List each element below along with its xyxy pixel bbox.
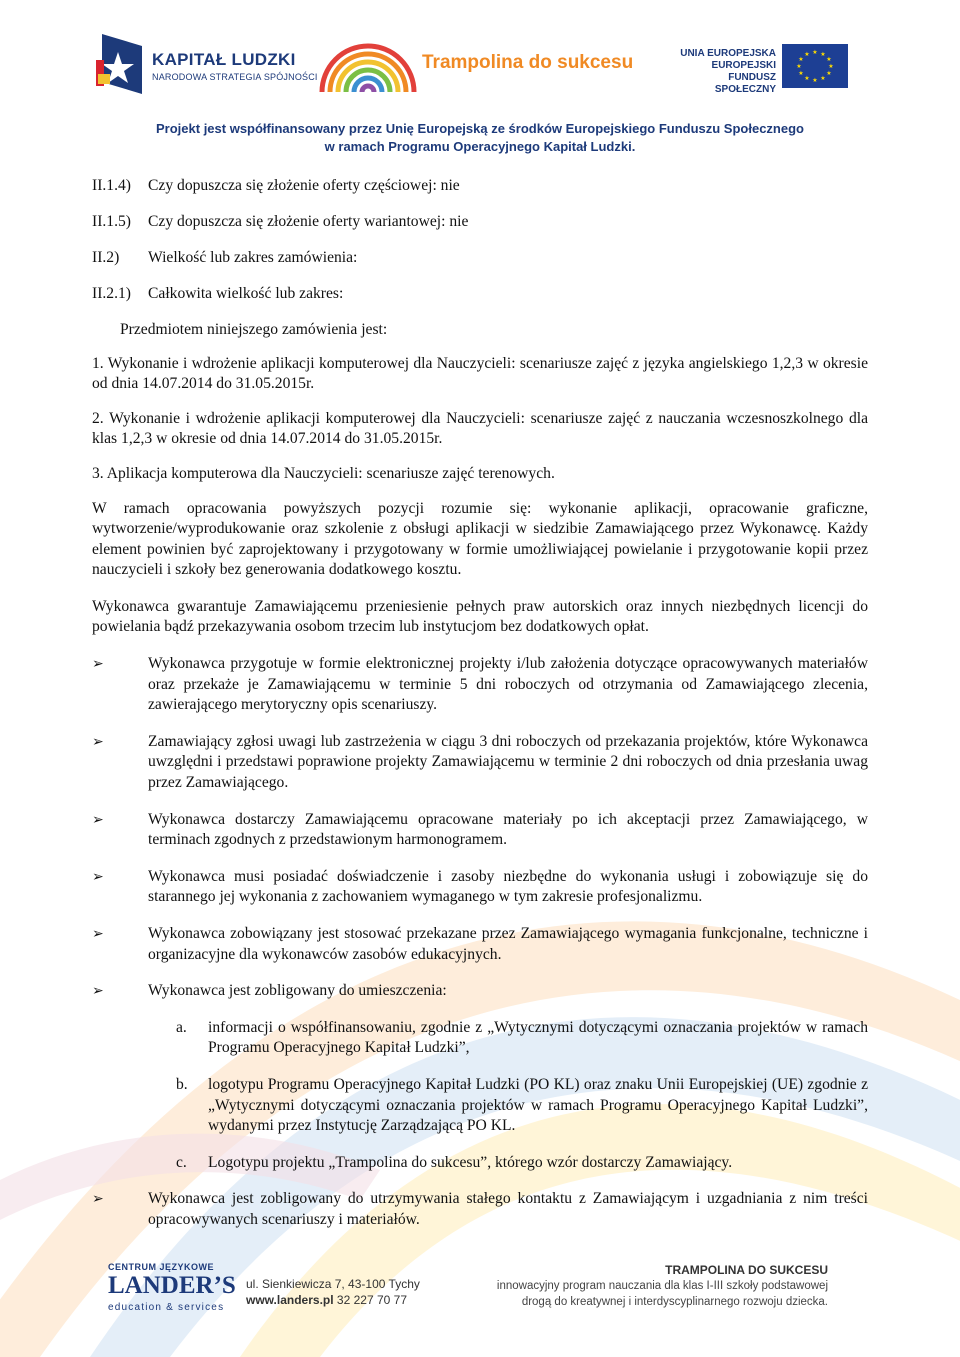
section-title: Czy dopuszcza się złożenie oferty częściowej: nie (148, 177, 460, 194)
sub-item-text: Logotypu projektu „Trampolina do sukcesu”, którego wzór dostarczy Zamawiający. (208, 1153, 733, 1171)
bullet-item (92, 810, 868, 851)
landers-tagline: CENTRUM JĘZYKOWE (108, 1262, 215, 1272)
arrow-bullet-icon: ➢ (92, 733, 104, 750)
footer-phone: 32 227 70 77 (336, 1293, 407, 1307)
paragraph: Wykonawca gwarantuje Zamawiającemu przeniesienie pełnych praw autorskich oraz innych niezbędnych licencji do powielania bądź przekazywania osobom trzecim lub instytucjom bez dodatkowych opłat. (92, 597, 868, 636)
bullet-text: Wykonawca przygotuje w formie elektronicznej projekty i/lub założenia dotyczące opracowywanych materiałów oraz przekaże je Zamawiającemu w terminie 5 dni roboczych od otrzymania od Zamawiającego zlecenia, zawierającego merytoryczny opis scenariuszy. (148, 655, 868, 714)
arrow-bullet-icon: ➢ (92, 811, 104, 828)
footer-project-info (468, 1262, 828, 1310)
kapital-ludzki-star-icon (96, 34, 146, 98)
arrow-bullet-icon: ➢ (92, 868, 104, 885)
sub-item-letter: a. (176, 1018, 187, 1036)
bullet-item (92, 1189, 868, 1230)
bullet-text: Zamawiający zgłosi uwagi lub zastrzeżenia w ciągu 3 dni roboczych od przekazania projektów, które Wykonawca uwzględni i przedstawi poprawione projekty Zamawiającemu w terminie 2 dni roboczych od dnia przesłania uwag przez Zamawiającego. (148, 732, 868, 792)
svg-text:★: ★ (820, 51, 826, 58)
eu-logo-line3: FUNDUSZ SPOŁECZNY (714, 72, 776, 95)
landers-subtitle: education & services (108, 1302, 225, 1313)
bullet-item (92, 732, 868, 794)
svg-text:★: ★ (804, 75, 810, 82)
bullet-text: Wykonawca zobowiązany jest stosować przekazane przez Zamawiającego wymagania funkcjonalne, techniczne i organizacyjne dla wykonawców zasobów edukacyjnych. (148, 925, 868, 963)
cofinancing-note (0, 120, 960, 156)
sub-item-text: logotypu Programu Operacyjnego Kapitał Ludzki (PO KL) oraz znaku Unii Europejskiej (UE) zgodnie z „Wytycznymi dotyczącymi oznaczania projektów w ramach Programu Operacyjnego Kapitał Ludzki”, wydanymi przez Instytucję Zarządzającą PO KL. (208, 1075, 868, 1135)
section-number: II.2) (92, 248, 120, 266)
footer-web-phone (246, 1292, 420, 1308)
kapital-ludzki-title: KAPITAŁ LUDZKI (152, 50, 296, 69)
section-heading (92, 176, 868, 197)
kapital-ludzki-logo (96, 34, 318, 98)
sub-item (176, 1018, 868, 1059)
numbered-item: 3. Aplikacja komputerowa dla Nauczycieli: scenariusze zajęć terenowych. (92, 464, 555, 482)
bullet-item (92, 867, 868, 908)
footer-project-line1: innowacyjny program nauczania dla klas I-III szkoły podstawowej (496, 1280, 828, 1292)
arrow-bullet-icon: ➢ (92, 656, 104, 673)
eu-flag-icon (782, 44, 848, 88)
svg-text:★: ★ (826, 70, 832, 77)
header (0, 30, 960, 100)
section-title: Czy dopuszcza się złożenie oferty wariantowej: nie (148, 212, 469, 230)
arrow-bullet-icon: ➢ (92, 1191, 104, 1208)
footer-website: www.landers.pl (246, 1293, 334, 1307)
bullet-text: Wykonawca dostarczy Zamawiającemu opracowane materiały po ich akceptacji przez Zamawiającego, w terminach zgodnych z przedstawionym harmonogramem. (148, 810, 868, 849)
arrow-bullet-icon: ➢ (92, 926, 104, 942)
footer-project-line2: drogą do kreatywnej i interdyscyplinarnego rozwoju dziecka. (521, 1296, 828, 1308)
section-title: Wielkość lub zakres zamówienia: (148, 248, 358, 266)
svg-text:★: ★ (796, 63, 802, 70)
section-title: Całkowita wielkość lub zakres: (148, 284, 344, 302)
landers-name: LANDER’S (108, 1272, 236, 1299)
sub-item (176, 1075, 868, 1137)
trampolina-name: Trampolina do sukcesu (422, 52, 634, 73)
bullet-text: Wykonawca jest zobligowany do umieszczenia: (148, 982, 447, 1000)
document-body (92, 176, 868, 1247)
footer-contact (246, 1276, 420, 1308)
section-number: II.1.5) (92, 212, 131, 230)
paragraph: W ramach opracowania powyższych pozycji rozumie się: wykonanie aplikacji, opracowanie graficzne, wytworzenie/wyprodukowanie oraz szkolenie z obsługi aplikacji w siedzibie Zamawiającego przez Wykonawcę. Każdy element powinien być zaprojektowany i przygotowany w formie umożliwiającej powielanie i przygotowanie kopii przez nauczycieli i szkoły bez generowania dodatkowego kosztu. (92, 499, 868, 579)
footer (0, 1260, 960, 1320)
section-heading (92, 284, 868, 305)
svg-text:★: ★ (804, 51, 810, 58)
intro-text: Przedmiotem niniejszego zamówienia jest: (120, 320, 388, 338)
svg-text:★: ★ (820, 75, 826, 82)
footer-project-title: TRAMPOLINA DO SUKCESU (665, 1263, 828, 1277)
numbered-item: 1. Wykonanie i wdrożenie aplikacji komputerowej dla Nauczycieli: scenariusze zajęć z języka angielskiego 1,2,3 w okresie od dnia 14.07.2014 do 31.05.2015r. (92, 354, 868, 393)
landers-logo (108, 1262, 238, 1320)
section-number: II.2.1) (92, 284, 131, 302)
svg-text:★: ★ (798, 56, 804, 63)
cofinancing-line1: Projekt jest współfinansowany przez Unię Europejską ze środków Europejskiego Funduszu Społecznego (156, 121, 804, 136)
section-number: II.1.4) (92, 177, 131, 194)
trampolina-logo (318, 36, 638, 100)
section-heading (92, 212, 868, 233)
sub-item-text: informacji o współfinansowaniu, zgodnie z „Wytycznymi dotyczącymi oznaczania projektów w ramach Programu Operacyjnego Kapitał Ludzki”, (208, 1018, 868, 1057)
svg-text:★: ★ (826, 56, 832, 63)
kapital-ludzki-subtitle: NARODOWA STRATEGIA SPÓJNOŚCI (152, 72, 318, 82)
eu-logo-text (676, 48, 776, 96)
bullet-item (92, 924, 868, 965)
svg-text:★: ★ (798, 70, 804, 77)
sub-item (176, 1153, 868, 1174)
eu-logo (676, 42, 856, 102)
section-heading (92, 248, 868, 269)
bullet-item (92, 981, 868, 1002)
numbered-item: 2. Wykonanie i wdrożenie aplikacji komputerowej dla Nauczycieli: scenariusze zajęć z nauczania wczesnoszkolnego dla klas 1,2,3 w okresie od dnia 14.07.2014 do 31.05.2015r. (92, 409, 868, 448)
svg-text:★: ★ (812, 49, 818, 56)
bullet-text: Wykonawca jest zobligowany do utrzymywania stałego kontaktu z Zamawiającym i uzgadniania z nim treści opracowywanych scenariuszy i materiałów. (148, 1190, 868, 1228)
bullet-text: Wykonawca musi posiadać doświadczenie i zasoby niezbędne do wykonania usługi i zobowiązuje się do starannego jej wykonania z zachowaniem wymaganego w tym zakresie profesjonalizmu. (148, 867, 868, 906)
eu-logo-line1: UNIA EUROPEJSKA (680, 48, 776, 59)
arrow-bullet-icon: ➢ (92, 983, 104, 1000)
cofinancing-line2: w ramach Programu Operacyjnego Kapitał Ludzki. (324, 139, 636, 154)
sub-item-letter: c. (176, 1153, 187, 1171)
svg-text:★: ★ (812, 77, 818, 84)
sub-item-letter: b. (176, 1075, 188, 1093)
bullet-item (92, 654, 868, 716)
svg-text:★: ★ (828, 63, 834, 70)
trampolina-arcs-icon (318, 36, 418, 96)
footer-address: ul. Sienkiewicza 7, 43-100 Tychy (246, 1277, 420, 1291)
eu-logo-line2: EUROPEJSKI (711, 60, 776, 71)
